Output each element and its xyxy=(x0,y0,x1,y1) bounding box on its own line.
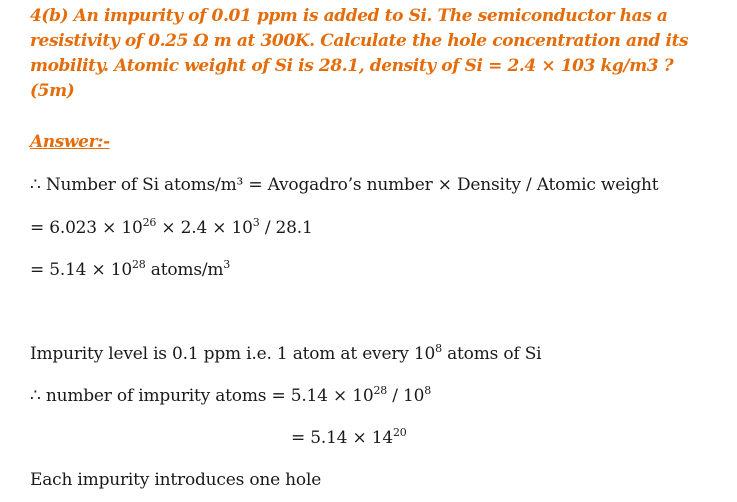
impurity-count-line xyxy=(30,386,431,406)
impurity-count-exponent-1: 28 xyxy=(373,384,388,397)
equation-si-atoms-result xyxy=(30,260,230,280)
question-line-2: resistivity of 0.25 Ω m at 300K. Calculate the hole concentration and its xyxy=(30,31,689,51)
impurity-result-part: = 5.14 × 14 xyxy=(291,428,393,448)
impurity-count-part-2: / 10 xyxy=(387,386,425,406)
answer-heading: Answer:- xyxy=(30,132,110,152)
impurity-level-line xyxy=(30,344,541,364)
hole-line xyxy=(30,470,321,490)
impurity-exponent: 8 xyxy=(435,342,442,355)
equation-si-atoms-text: ∴ Number of Si atoms/m³ = Avogadro’s number × Density / Atomic weight xyxy=(30,175,659,195)
equation-si-atoms xyxy=(30,175,658,195)
question-line-4: (5m) xyxy=(30,81,75,101)
calc-part-2: × 2.4 × 10 xyxy=(156,218,253,238)
calc-part-3: / 28.1 xyxy=(259,218,313,238)
question-text xyxy=(30,4,730,104)
hole-line-text: Each impurity introduces one hole xyxy=(30,470,322,490)
impurity-part-2: atoms of Si xyxy=(441,344,542,364)
result-part-2: atoms/m xyxy=(145,260,224,280)
impurity-count-part-1: ∴ number of impurity atoms = 5.14 × 10 xyxy=(30,386,374,406)
calc-part-1: = 6.023 × 10 xyxy=(30,218,143,238)
result-exponent-2: 3 xyxy=(223,258,231,271)
impurity-result-line xyxy=(291,428,407,448)
result-part-1: = 5.14 × 10 xyxy=(30,260,132,280)
question-line-3: mobility. Atomic weight of Si is 28.1, density of Si = 2.4 × 103 kg/m3 ? xyxy=(30,56,674,76)
impurity-count-exponent-2: 8 xyxy=(424,384,432,397)
question-line-1: 4(b) An impurity of 0.01 ppm is added to Si. The semiconductor has a xyxy=(30,6,668,26)
equation-si-atoms-calc xyxy=(30,218,313,238)
result-exponent-1: 28 xyxy=(131,258,146,271)
calc-exponent-1: 26 xyxy=(142,216,157,229)
impurity-part-1: Impurity level is 0.1 ppm i.e. 1 atom at every 10 xyxy=(30,344,436,364)
calc-exponent-2: 3 xyxy=(252,216,260,229)
impurity-result-exponent: 20 xyxy=(392,426,407,439)
